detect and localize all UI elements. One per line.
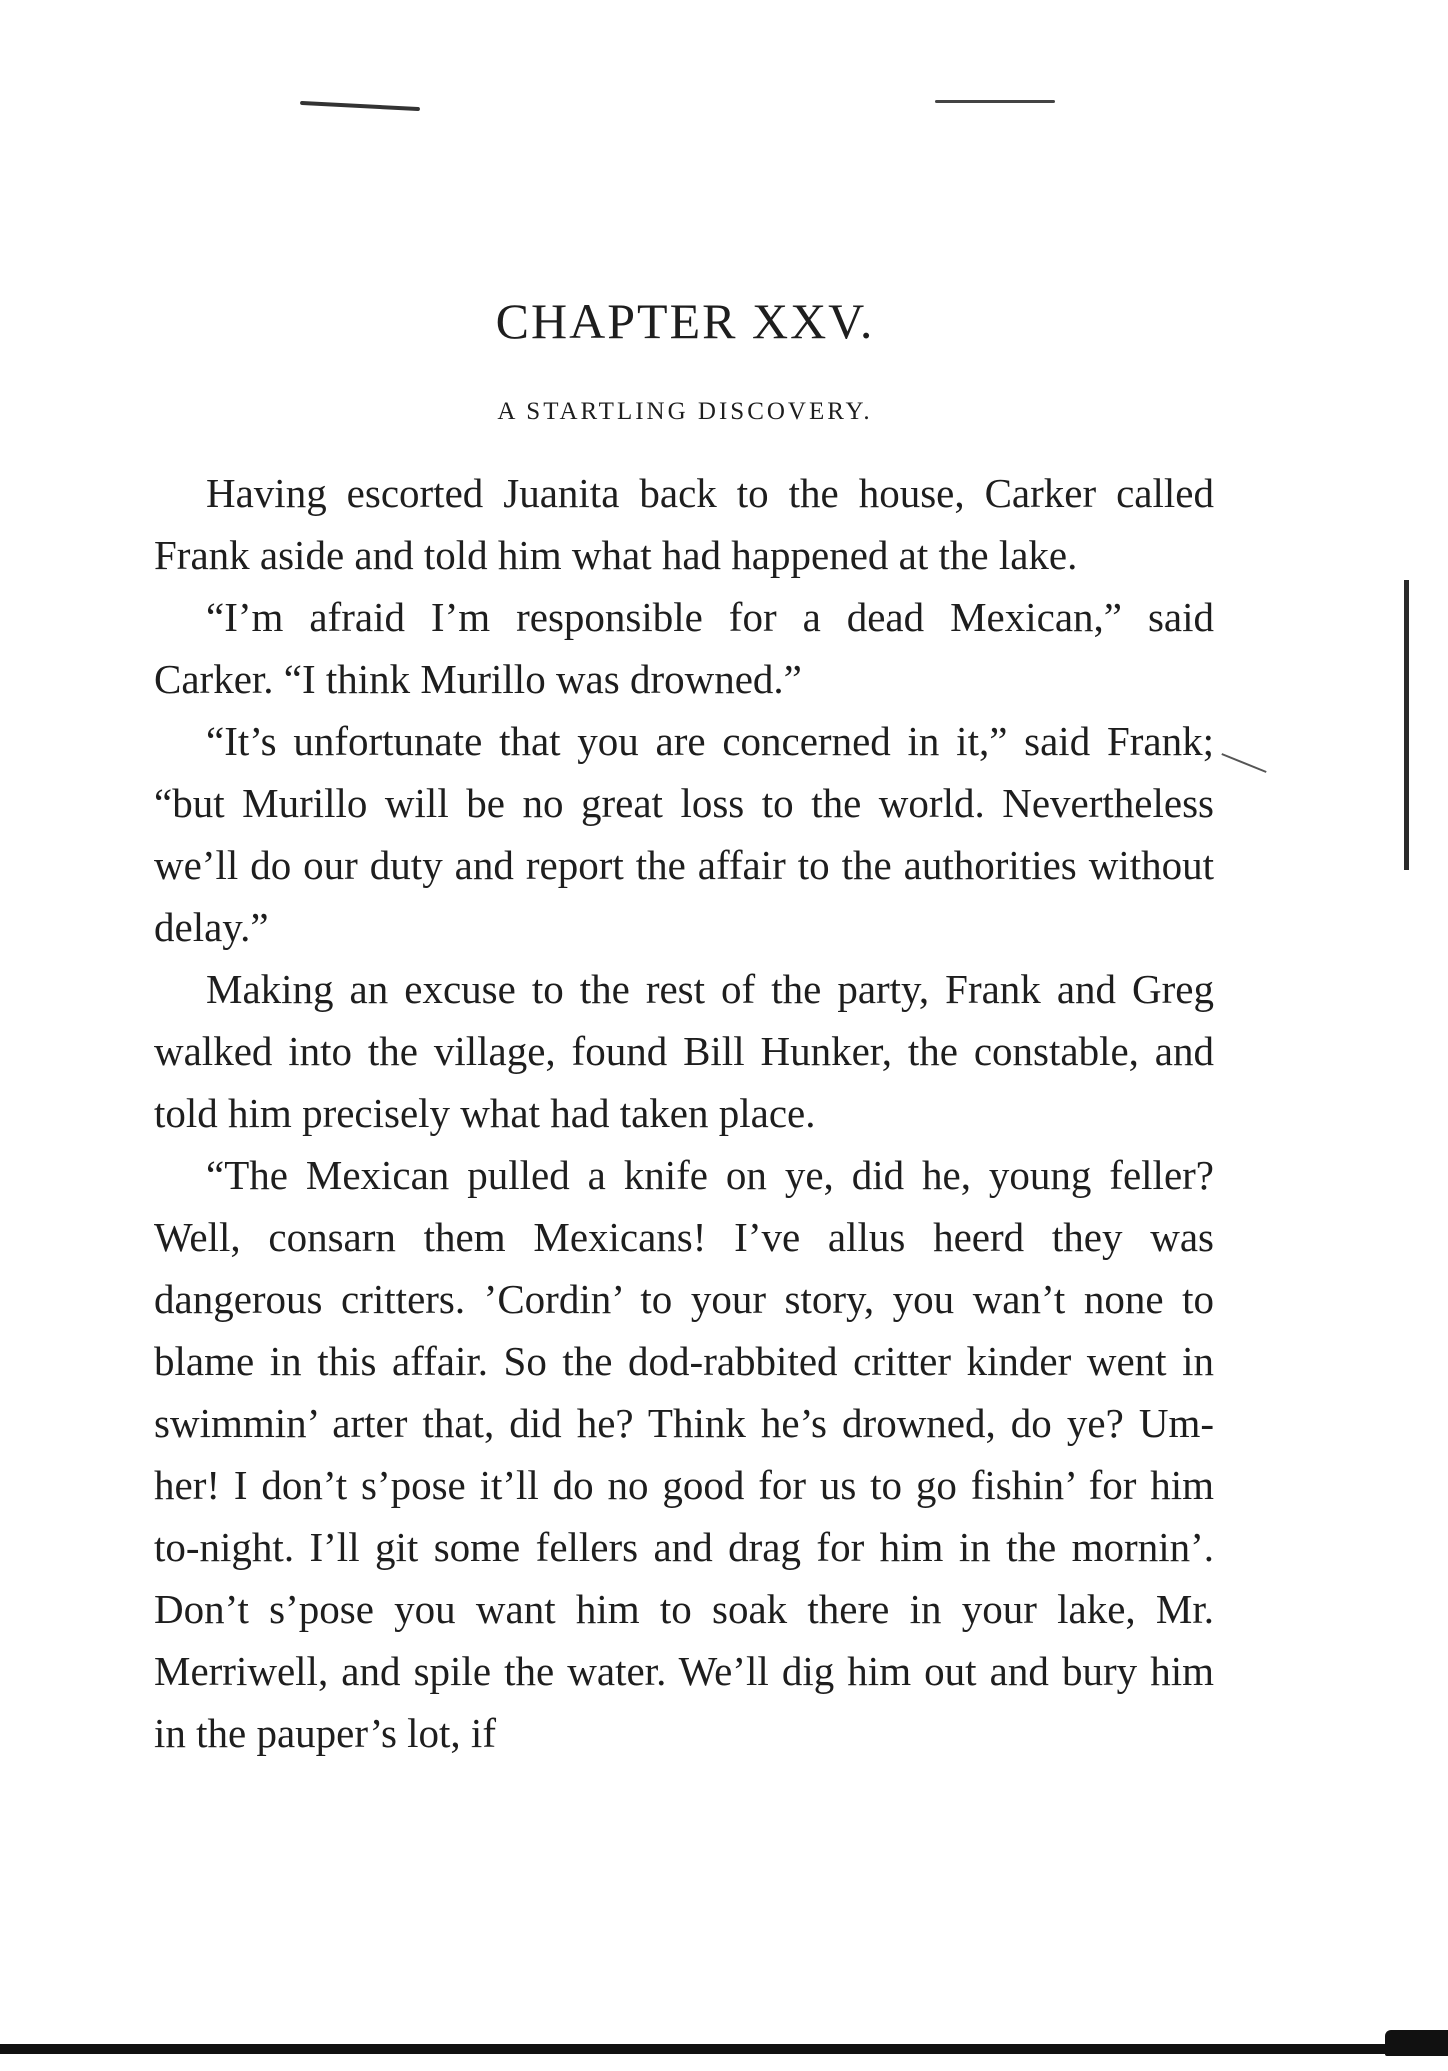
scan-mark [300,101,420,111]
scan-mark [1221,753,1266,773]
paragraph: Making an excuse to the rest of the party, Frank and Greg walked into the village, found Bill Hunker, the constable, and told him precisely what had taken place. [154,966,1214,1136]
paragraph: “It’s unfortunate that you are concerned in it,” said Frank; “but Murillo will be no great loss to the world. Nevertheless we’ll do our duty and report the affair to the authorities without delay.” [154,718,1214,950]
chapter-body [154,462,1214,1764]
paragraph: “I’m afraid I’m responsible for a dead Mexican,” said Carker. “I think Murillo was drowned.” [154,594,1214,702]
paragraph: Having escorted Juanita back to the house, Carker called Frank aside and told him what had happened at the lake. [154,470,1214,578]
scan-bottom-edge [0,2044,1448,2054]
scan-mark [935,100,1055,103]
paragraph: “The Mexican pulled a knife on ye, did he, young feller? Well, consarn them Mexicans! I’ve allus heerd they was dangerous critters. ’Cordin’ to your story, you wan’t none to blame in this affair. So the dod-rabbited critter kinder went in swimmin’ arter that, did he? Think he’s drowned, do ye? Um-her! I don’t s’pose it’ll do no good for us to go fishin’ for him to-night. I’ll git some fellers and drag for him in the mornin’. Don’t s’pose you want him to soak there in your lake, Mr. Merriwell, and spile the water. We’ll dig him out and bury him in the pauper’s lot, if [154,1152,1214,1756]
scan-mark [1385,2030,1448,2056]
scan-edge-mark [1404,580,1409,870]
chapter-title: CHAPTER XXV. [495,293,875,349]
chapter-subtitle: A STARTLING DISCOVERY. [497,398,873,425]
